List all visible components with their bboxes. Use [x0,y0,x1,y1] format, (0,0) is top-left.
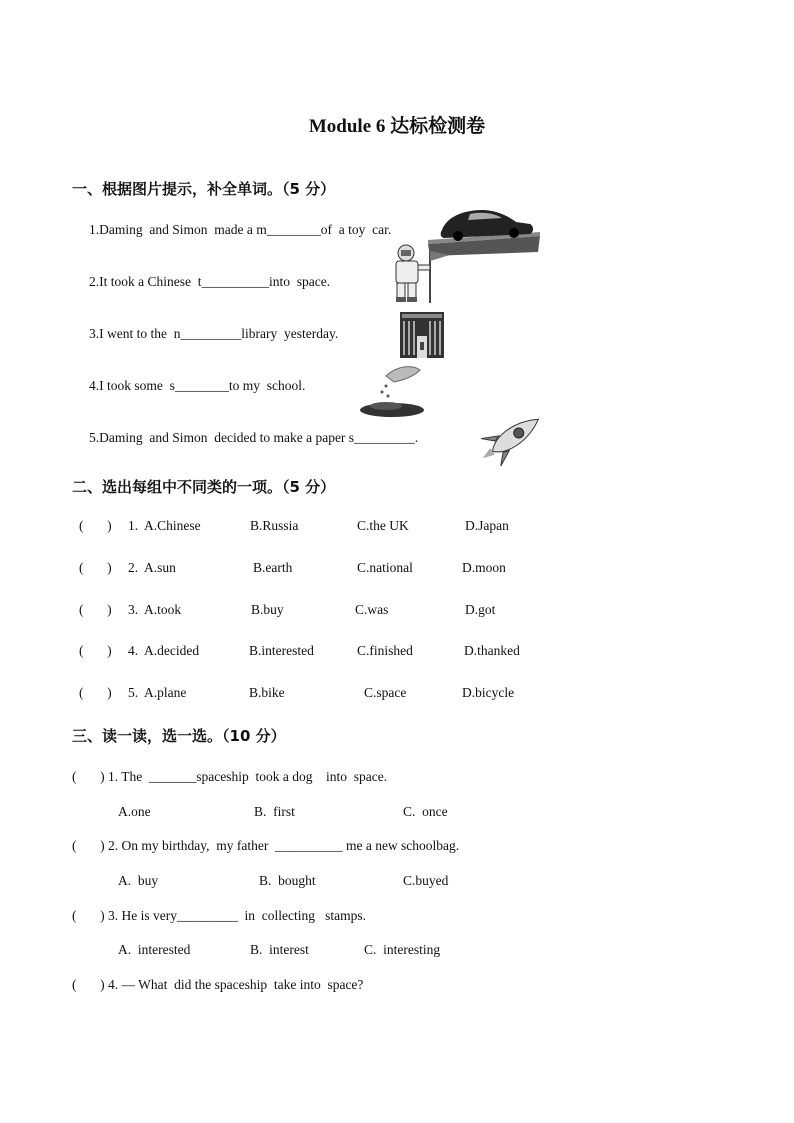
s3-q2-option-c: C.buyed [403,873,449,888]
question-number: 1. [128,518,139,533]
option-d: D.bicycle [462,685,515,700]
s3-q3-option-b: B. interest [250,942,309,957]
option-a: A.took [144,602,182,617]
option-b: B.interested [249,643,314,658]
option-c: C.was [355,602,389,617]
page-title: Module 6 达标检测卷 [308,116,486,137]
option-d: D.Japan [465,518,509,533]
answer-bracket[interactable]: ( ) [79,518,112,533]
section-1-heading: 一、根据图片提示，补全单词。（5 分） [72,180,336,198]
s3-q1-option-c: C. once [403,804,448,819]
rocket-icon [474,408,552,466]
s3-question-4: ( ) 4. — What did the spaceship take into space? [72,977,364,992]
s1-question-2: 2.It took a Chinese t__________into space. [89,274,331,289]
section-2-heading: 二、选出每组中不同类的一项。（5 分） [72,478,336,496]
answer-bracket[interactable]: ( ) [79,643,112,658]
option-a: A.decided [144,643,200,658]
s1-question-5: 5.Daming and Simon decided to make a paper s_________. [89,430,419,445]
option-c: C.finished [357,643,413,658]
option-c: C.national [357,560,413,575]
s3-question-3: ( ) 3. He is very_________ in collecting stamps. [72,908,366,923]
option-d: D.moon [462,560,506,575]
option-d: D.got [465,602,496,617]
option-a: A.sun [144,560,176,575]
option-b: B.earth [253,560,293,575]
option-c: C.space [364,685,407,700]
option-a: A.plane [144,685,187,700]
option-c: C.the UK [357,518,409,533]
option-b: B.bike [249,685,285,700]
s3-question-2: ( ) 2. On my birthday, my father __________ me a new schoolbag. [72,838,460,853]
astronaut-icon [388,243,460,305]
option-b: B.Russia [250,518,299,533]
library-building-icon [398,310,446,360]
answer-bracket[interactable]: ( ) [79,560,112,575]
option-d: D.thanked [464,643,520,658]
option-a: A.Chinese [144,518,201,533]
s1-question-4: 4.I took some s________to my school. [89,378,306,393]
s3-q1-option-a: A.one [118,804,151,819]
question-number: 5. [128,685,139,700]
s3-q3-option-a: A. interested [118,942,191,957]
answer-bracket[interactable]: ( ) [79,602,112,617]
option-b: B.buy [251,602,284,617]
seeds-icon [356,360,424,418]
section-3-heading: 三、读一读，选一选。（10 分） [72,727,286,745]
s3-question-1: ( ) 1. The _______spaceship took a dog into space. [72,769,388,784]
s3-q2-option-a: A. buy [118,873,159,888]
answer-bracket[interactable]: ( ) [79,685,112,700]
s3-q1-option-b: B. first [254,804,295,819]
s1-question-1: 1.Daming and Simon made a m________of a toy car. [89,222,392,237]
question-number: 3. [128,602,139,617]
s3-q3-option-c: C. interesting [364,942,441,957]
question-number: 2. [128,560,139,575]
s3-q2-option-b: B. bought [259,873,316,888]
s1-question-3: 3.I went to the n_________library yesterday. [89,326,339,341]
question-number: 4. [128,643,139,658]
